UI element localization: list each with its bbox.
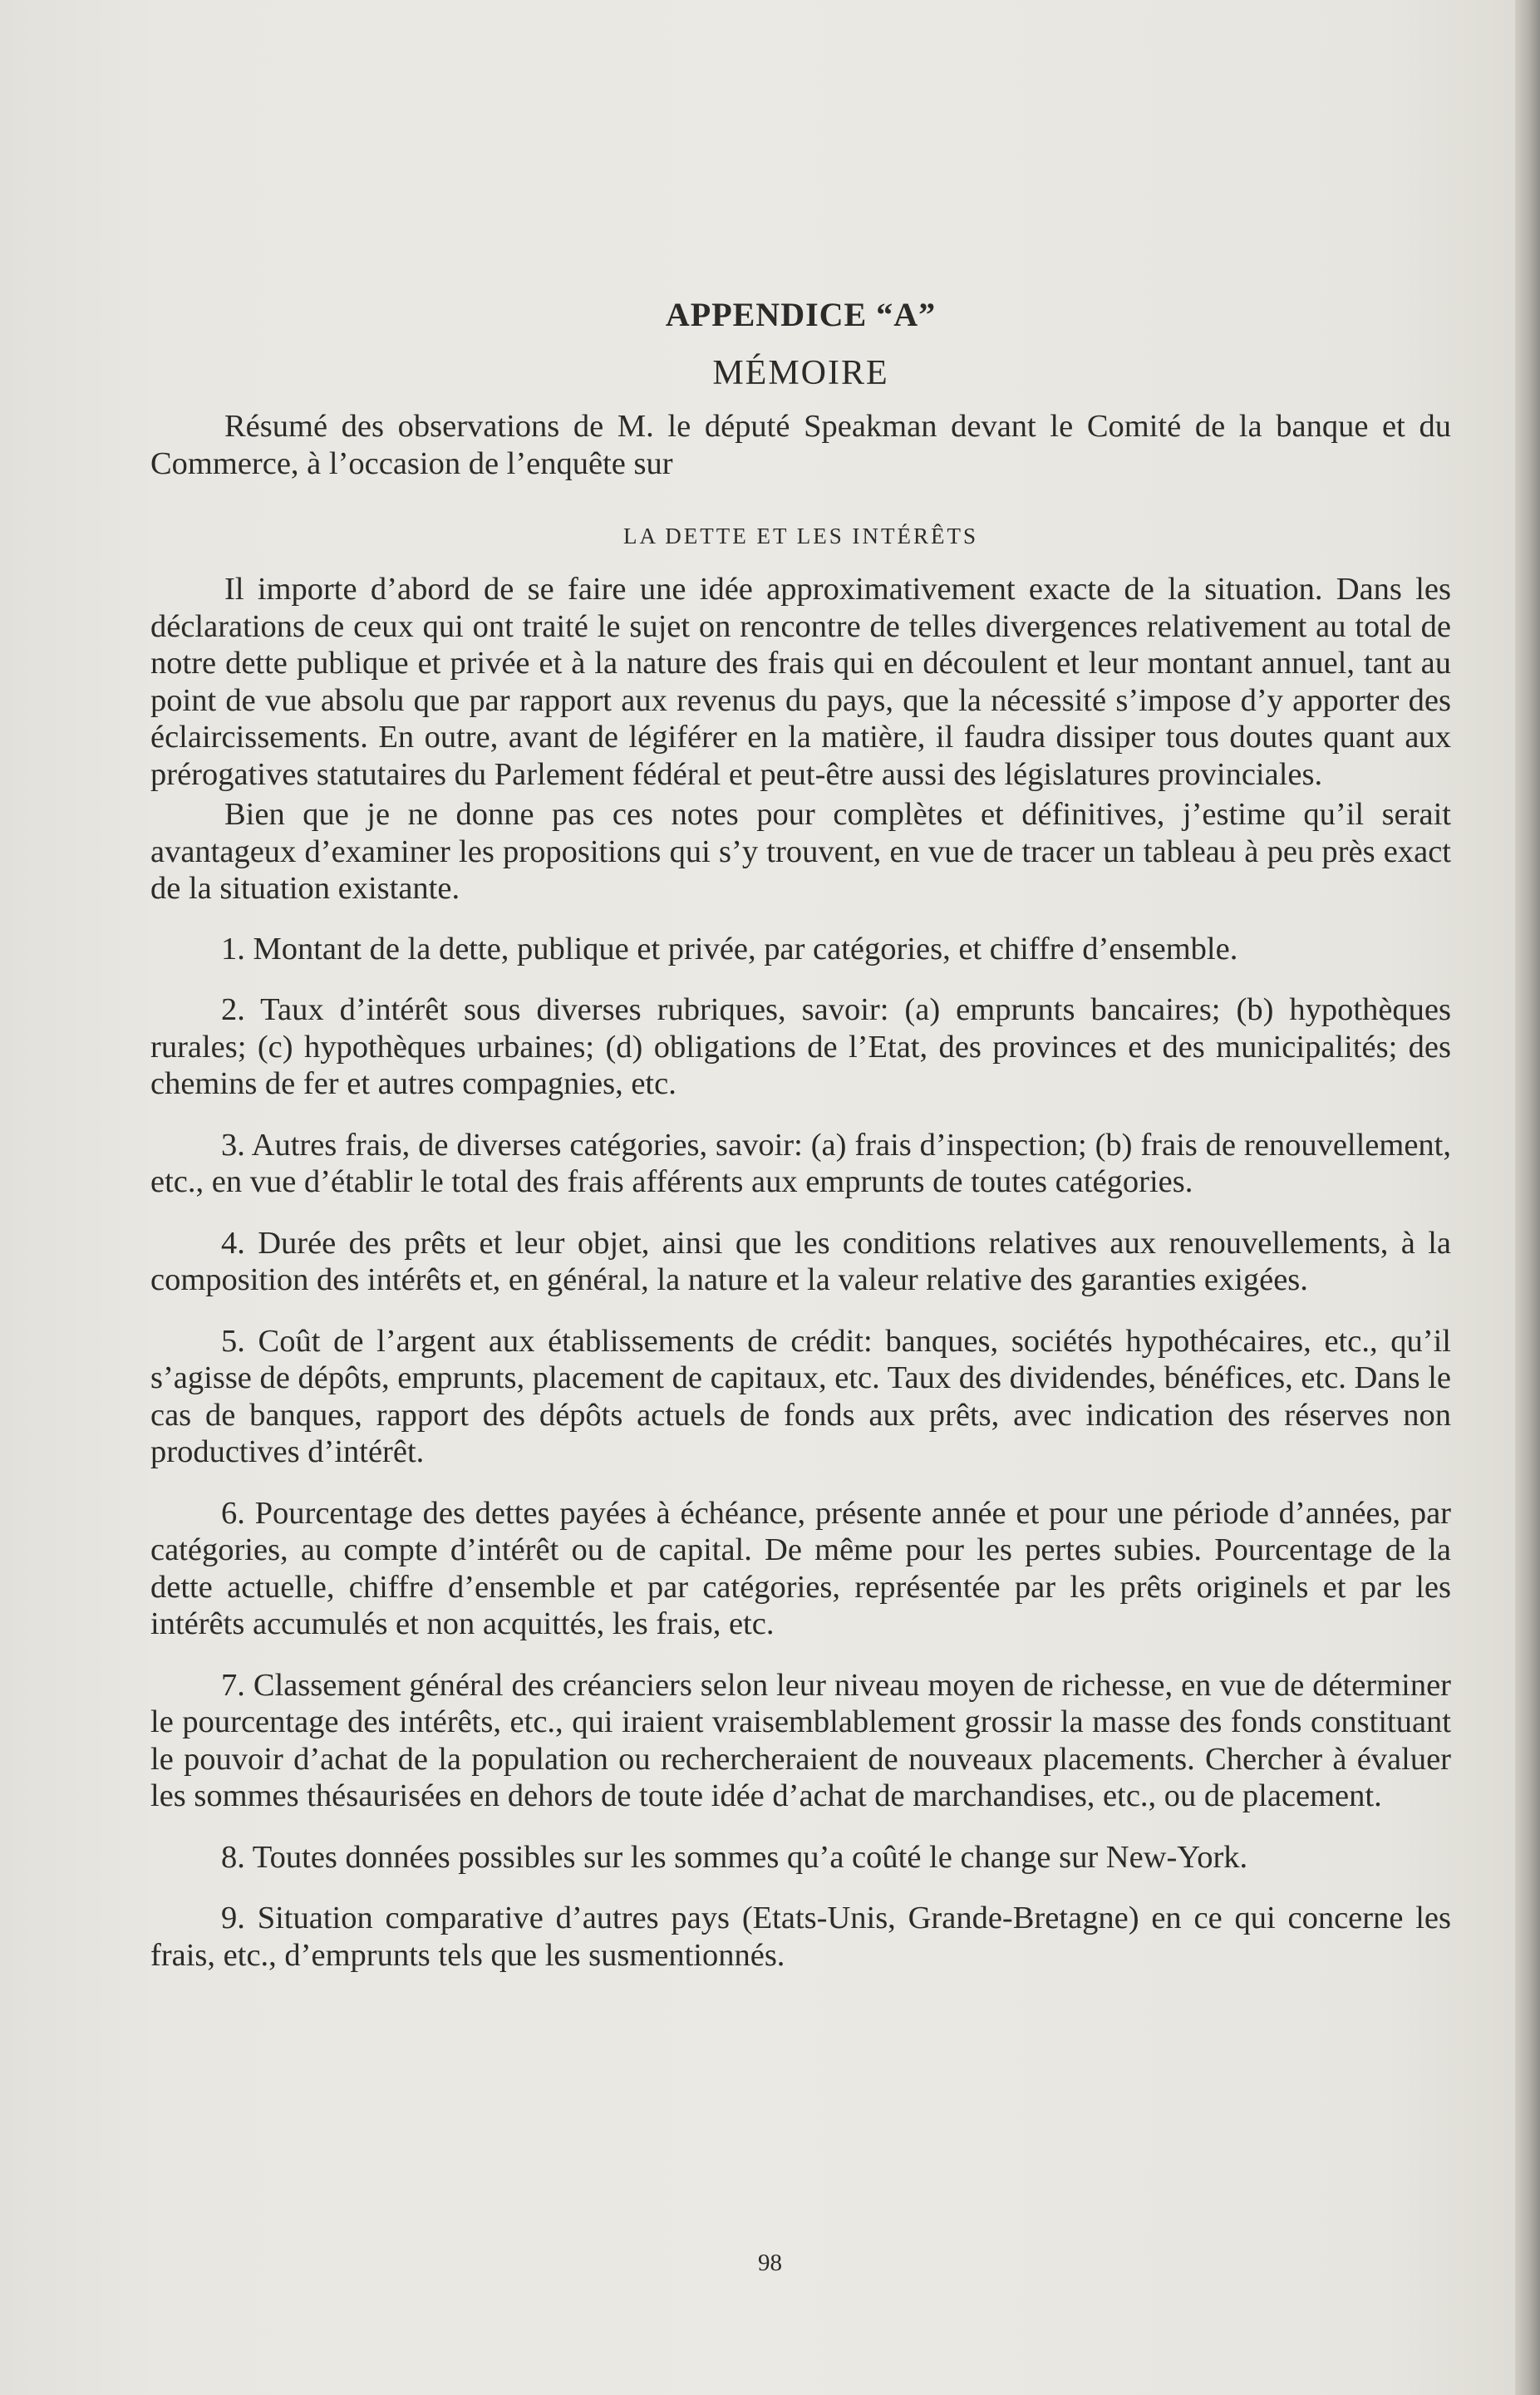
list-item: 7. Classement général des créanciers selon leur niveau moyen de richesse, en vue de déterminer le pourcentage des intérêts, etc., qui iraient vraisemblablement grossir la masse des fonds constituant le pouvoir d’achat de la population ou rechercheraient de nouveaux placements. Chercher à évaluer les sommes thésaurisées en dehors de toute idée d’achat de marchandises, etc., ou de placement. [150,1667,1451,1813]
list-item: 5. Coût de l’argent aux établissements de crédit: banques, sociétés hypothécaires, etc., qu’il s’agisse de dépôts, emprunts, placement de capitaux, etc. Taux des dividendes, bénéfices, etc. Dans le cas de banques, rapport des dépôts actuels de fonds aux prêts, avec indication des réserves non productives d’intérêt. [150,1323,1451,1469]
intro-paragraph: Bien que je ne donne pas ces notes pour complètes et définitives, j’estime qu’il serait avantageux d’examiner les propositions qui s’y trouvent, en vue de tracer un tableau à peu près exact de la situation existante. [150,797,1451,906]
list-item: 3. Autres frais, de diverses catégories, savoir: (a) frais d’inspection; (b) frais de renouvellement, etc., en vue d’établir le total des frais afférents aux emprunts de toutes catégories. [150,1127,1451,1199]
section-heading: LA DETTE ET LES INTÉRÊTS [623,524,978,548]
numbered-list [150,931,1451,1975]
summary-paragraph: Résumé des observations de M. le député Speakman devant le Comité de la banque et du Commerce, à l’occasion de l’enquête sur [150,409,1451,481]
list-item: 8. Toutes données possibles sur les sommes qu’a coûté le change sur New-York. [221,1839,1248,1875]
memoire-title: MÉMOIRE [712,354,889,392]
document-body [150,293,1451,1998]
list-item: 1. Montant de la dette, publique et privée, par catégories, et chiffre d’ensemble. [221,931,1238,966]
page-edge [1515,0,1540,2395]
bleed-through-text [1230,137,1479,170]
appendix-title: APPENDICE “A” [665,296,937,333]
list-item: 4. Durée des prêts et leur objet, ainsi que les conditions relatives aux renouvellements, à la composition des intérêts et, en général, la nature et la valeur relative des garanties exigées. [150,1225,1451,1297]
list-item: 6. Pourcentage des dettes payées à échéance, présente année et pour une période d’années, par catégories, au compte d’intérêt ou de capital. De même pour les pertes subies. Pourcentage de la dette actuelle, chiffre d’ensemble et par catégories, représentée par les prêts originels et par les intérêts accumulés et non acquittés, les frais, etc. [150,1495,1451,1641]
list-item: 2. Taux d’intérêt sous diverses rubriques, savoir: (a) emprunts bancaires; (b) hypothèques rurales; (c) hypothèques urbaines; (d) obligations de l’Etat, des provinces et des municipalités; des chemins de fer et autres compagnies, etc. [150,992,1451,1101]
intro-paragraph: Il importe d’abord de se faire une idée approximativement exacte de la situation. Dans les déclarations de ceux qui ont traité le sujet on rencontre de telles divergences relativement au total de notre dette publique et privée et à la nature des frais qui en découlent et leur montant annuel, tant au point de vue absolu que par rapport aux revenus du pays, que la nécessité s’impose d’y apporter des éclaircissements. En outre, avant de légiférer en la matière, il faudra dissiper tous doutes quant aux prérogatives statutaires du Parlement fédéral et peut-être aussi des législatures provinciales. [150,572,1451,792]
page-number: 98 [758,2250,782,2276]
list-item: 9. Situation comparative d’autres pays (Etats-Unis, Grande-Bretagne) en ce qui concerne les frais, etc., d’emprunts tels que les susmentionnés. [150,1901,1451,1973]
